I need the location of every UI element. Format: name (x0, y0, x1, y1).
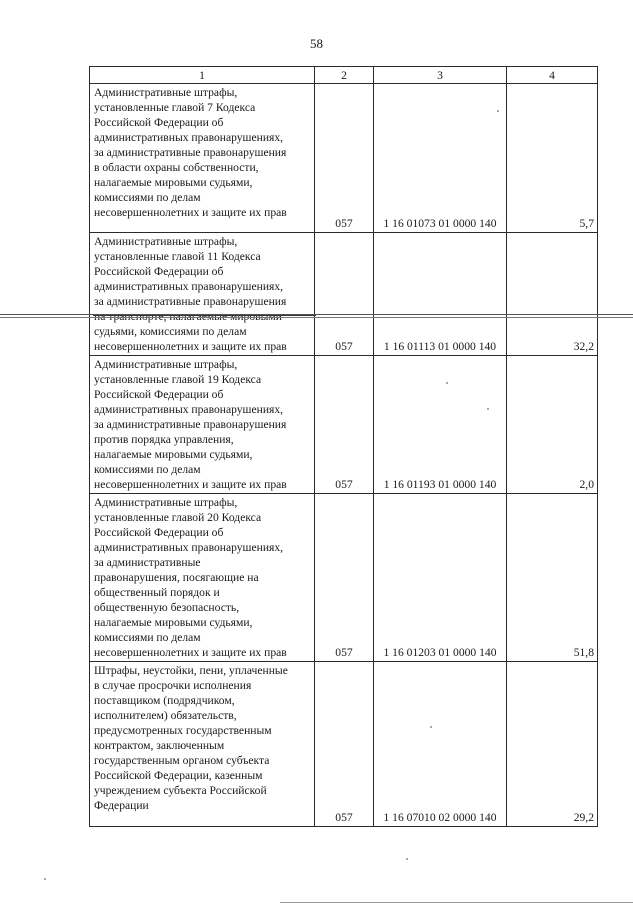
scan-speck (446, 382, 448, 384)
scan-speck (497, 110, 499, 112)
column-header-2: 2 (315, 67, 374, 84)
amount-cell: 32,2 (507, 233, 598, 356)
budget-code-cell: 1 16 01073 01 0000 140 (374, 84, 507, 233)
page-number: 58 (310, 36, 323, 51)
admin-code-cell: 057 (315, 356, 374, 494)
revenue-name-cell: Административные штрафы, установленные главой 19 Кодекса Российской Федерации об административных правонарушениях, за административные правонарушения против порядка управления, налагаемые мировыми судьями, комиссиями по делам несовершеннолетних и защите их прав (90, 356, 315, 494)
admin-code-cell: 057 (315, 662, 374, 827)
table-row (90, 84, 598, 233)
budget-code-cell: 1 16 01193 01 0000 140 (374, 356, 507, 494)
scan-speck (487, 408, 489, 410)
strike-through-line (93, 315, 316, 316)
revenue-name-cell: Штрафы, неустойки, пени, уплаченные в случае просрочки исполнения поставщиком (подрядчиком, исполнителем) обязательств, предусмотренных государственным контрактом, заключенным государственным органом субъекта Российской Федерации, казенным учреждением субъекта Российской Федерации (90, 662, 315, 827)
amount-cell: 5,7 (507, 84, 598, 233)
scan-speck (406, 858, 408, 860)
scan-speck (44, 878, 46, 880)
table-row (90, 356, 598, 494)
column-header-3: 3 (374, 67, 507, 84)
revenue-table (89, 66, 598, 827)
budget-code-cell: 1 16 07010 02 0000 140 (374, 662, 507, 827)
admin-code-cell: 057 (315, 494, 374, 662)
column-header-1: 1 (90, 67, 315, 84)
scan-line (0, 317, 633, 318)
budget-code-cell: 1 16 01113 01 0000 140 (374, 233, 507, 356)
column-header-4: 4 (507, 67, 598, 84)
table-row (90, 494, 598, 662)
revenue-name-cell: Административные штрафы, установленные главой 20 Кодекса Российской Федерации об административных правонарушениях, за административные правонарушения, посягающие на общественный порядок и общественную безопасность, налагаемые мировыми судьями, комиссиями по делам несовершеннолетних и защите их прав (90, 494, 315, 662)
table-row (90, 662, 598, 827)
revenue-name-cell: Административные штрафы, установленные главой 7 Кодекса Российской Федерации об административных правонарушениях, за административные правонарушения в области охраны собственности, налагаемые мировыми судьями, комиссиями по делам несовершеннолетних и защите их прав (90, 84, 315, 233)
table-header-row (90, 67, 598, 84)
revenue-name-cell: Административные штрафы, установленные главой 11 Кодекса Российской Федерации об административных правонарушениях, за административные правонарушения на транспорте, налагаемые мировыми судьями, комиссиями по делам несовершеннолетних и защите их прав (90, 233, 315, 356)
amount-cell: 51,8 (507, 494, 598, 662)
table-row (90, 233, 598, 356)
budget-code-cell: 1 16 01203 01 0000 140 (374, 494, 507, 662)
admin-code-cell: 057 (315, 233, 374, 356)
admin-code-cell: 057 (315, 84, 374, 233)
amount-cell: 29,2 (507, 662, 598, 827)
amount-cell: 2,0 (507, 356, 598, 494)
scan-speck (430, 726, 432, 728)
scan-edge-line (280, 902, 633, 903)
